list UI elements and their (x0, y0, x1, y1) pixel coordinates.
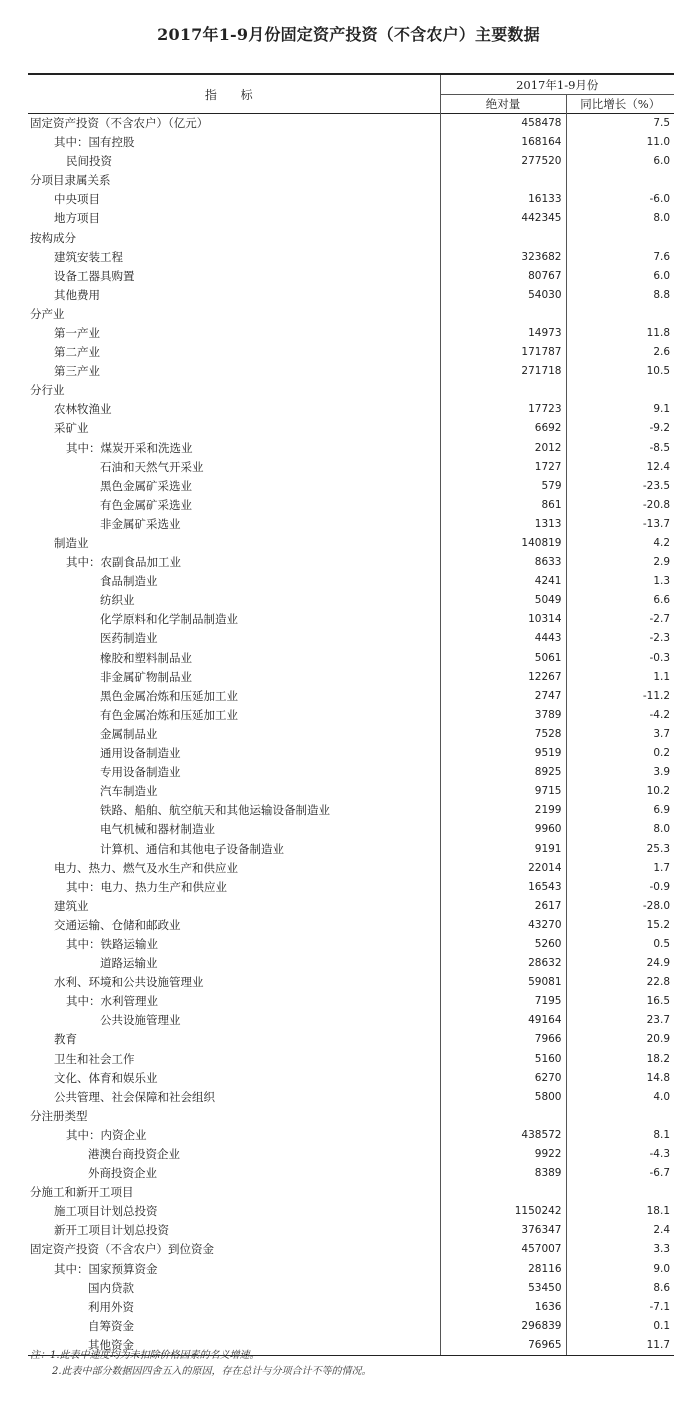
row-absolute-value: 458478 (440, 114, 566, 134)
table-row (28, 400, 674, 419)
row-growth-value: 4.0 (653, 1090, 671, 1103)
table-row (28, 458, 674, 477)
row-absolute-value: 80767 (440, 267, 566, 286)
table-row (28, 820, 674, 839)
table-row (28, 1183, 674, 1202)
row-label: 施工项目计划总投资 (28, 1202, 440, 1221)
row-absolute-value: 14973 (440, 324, 566, 343)
table-row (28, 1240, 674, 1259)
row-label: 公共设施管理业 (28, 1011, 440, 1030)
row-absolute-value (440, 305, 566, 324)
row-label: 其他费用 (28, 286, 440, 305)
footnotes (30, 1348, 372, 1380)
table-row (28, 782, 674, 801)
table-row (28, 591, 674, 610)
row-growth-value: -2.3 (649, 632, 671, 645)
row-absolute-value: 861 (440, 496, 566, 515)
row-label: 交通运输、仓储和邮政业 (28, 916, 440, 935)
row-growth-value: -0.9 (649, 880, 671, 893)
row-absolute-value: 5260 (440, 935, 566, 954)
row-label: 计算机、通信和其他电子设备制造业 (28, 839, 440, 858)
row-growth-value: 10.5 (646, 365, 671, 378)
row-growth-value: 20.9 (646, 1033, 671, 1046)
row-growth-value: 4.2 (653, 537, 671, 550)
row-absolute-value: 457007 (440, 1240, 566, 1259)
row-absolute-value: 277520 (440, 152, 566, 171)
table-row (28, 152, 674, 171)
row-absolute-value: 17723 (440, 400, 566, 419)
table-row (28, 687, 674, 706)
row-label: 化学原料和化学制品制造业 (28, 610, 440, 629)
row-label: 其他资金 (28, 1336, 440, 1356)
row-label: 建筑安装工程 (28, 248, 440, 267)
row-absolute-value: 3789 (440, 706, 566, 725)
row-label: 其中：铁路运输业 (28, 935, 440, 954)
row-growth-value: 8.8 (653, 288, 671, 301)
row-absolute-value: 296839 (440, 1317, 566, 1336)
row-label: 第三产业 (28, 362, 440, 381)
table-row (28, 1202, 674, 1221)
row-growth-value: -9.2 (649, 422, 671, 435)
row-absolute-value: 7195 (440, 992, 566, 1011)
row-label: 制造业 (28, 534, 440, 553)
row-absolute-value (440, 171, 566, 190)
row-absolute-value: 2617 (440, 897, 566, 916)
row-growth-value: 7.6 (653, 250, 671, 263)
row-label: 医药制造业 (28, 629, 440, 648)
page-title: 2017年1-9月份固定资产投资（不含农户）主要数据 (157, 25, 540, 44)
table-row (28, 859, 674, 878)
row-label: 农林牧渔业 (28, 400, 440, 419)
row-growth-value: 24.9 (646, 957, 671, 970)
table-row (28, 419, 674, 438)
row-label: 非金属矿物制品业 (28, 668, 440, 687)
row-growth-value: 10.2 (646, 785, 671, 798)
indicator-header: 指 标 (28, 74, 440, 114)
row-absolute-value: 438572 (440, 1126, 566, 1145)
row-absolute-value: 2012 (440, 439, 566, 458)
row-label: 分注册类型 (28, 1107, 440, 1126)
row-absolute-value (440, 228, 566, 247)
table-row (28, 381, 674, 400)
row-growth-value: -6.7 (649, 1167, 671, 1180)
row-label: 利用外资 (28, 1298, 440, 1317)
table-row (28, 1279, 674, 1298)
table-row (28, 801, 674, 820)
row-absolute-value: 1150242 (440, 1202, 566, 1221)
table-row (28, 477, 674, 496)
row-growth-value: 3.9 (653, 766, 671, 779)
row-label: 其中：内资企业 (28, 1126, 440, 1145)
row-label: 港澳台商投资企业 (28, 1145, 440, 1164)
row-label: 石油和天然气开采业 (28, 458, 440, 477)
absolute-header: 绝对量 (440, 95, 566, 114)
row-growth-value (566, 171, 674, 190)
row-growth-value: 0.5 (653, 937, 671, 950)
row-label: 汽车制造业 (28, 782, 440, 801)
row-growth-value: 1.1 (653, 670, 671, 683)
table-row (28, 1221, 674, 1240)
row-absolute-value: 579 (440, 477, 566, 496)
row-absolute-value: 8389 (440, 1164, 566, 1183)
row-absolute-value: 5061 (440, 649, 566, 668)
row-growth-value: 9.1 (653, 403, 671, 416)
table-row (28, 1011, 674, 1030)
table-row (28, 878, 674, 897)
table-row (28, 1088, 674, 1107)
row-absolute-value: 8925 (440, 763, 566, 782)
row-absolute-value: 1313 (440, 515, 566, 534)
table-row (28, 763, 674, 782)
row-label: 其中：电力、热力生产和供应业 (28, 878, 440, 897)
row-growth-value: 18.2 (646, 1052, 671, 1065)
table-row (28, 706, 674, 725)
row-growth-value: 9.0 (653, 1262, 671, 1275)
table-row (28, 610, 674, 629)
row-label: 民间投资 (28, 152, 440, 171)
row-label: 金属制品业 (28, 725, 440, 744)
row-label: 纺织业 (28, 591, 440, 610)
table-row (28, 209, 674, 228)
table-row (28, 668, 674, 687)
row-absolute-value: 323682 (440, 248, 566, 267)
row-label: 铁路、船舶、航空航天和其他运输设备制造业 (28, 801, 440, 820)
row-growth-value: 11.7 (566, 1336, 674, 1356)
row-label: 按构成分 (28, 228, 440, 247)
row-absolute-value: 5800 (440, 1088, 566, 1107)
row-growth-value: -4.3 (649, 1148, 671, 1161)
row-growth-value: 16.5 (646, 995, 671, 1008)
row-growth-value: 11.0 (646, 136, 671, 149)
row-absolute-value: 6270 (440, 1069, 566, 1088)
row-label: 道路运输业 (28, 954, 440, 973)
row-absolute-value: 9922 (440, 1145, 566, 1164)
row-label: 国内贷款 (28, 1279, 440, 1298)
row-absolute-value: 28116 (440, 1260, 566, 1279)
row-growth-value: 18.1 (646, 1205, 671, 1218)
row-label: 新开工项目计划总投资 (28, 1221, 440, 1240)
row-growth-value: 1.3 (653, 575, 671, 588)
table-row (28, 572, 674, 591)
row-growth-value: 2.9 (653, 556, 671, 569)
row-label: 固定资产投资（不含农户）（亿元） (28, 114, 440, 134)
row-label: 分施工和新开工项目 (28, 1183, 440, 1202)
row-growth-value: 6.6 (653, 594, 671, 607)
row-label: 电气机械和器材制造业 (28, 820, 440, 839)
row-label: 中央项目 (28, 190, 440, 209)
table-row (28, 1260, 674, 1279)
row-label: 分项目隶属关系 (28, 171, 440, 190)
table-row (28, 1126, 674, 1145)
row-growth-value: 6.0 (653, 269, 671, 282)
table-row (28, 649, 674, 668)
table-row (28, 1145, 674, 1164)
row-growth-value: 22.8 (646, 976, 671, 989)
table-row (28, 534, 674, 553)
table-row (28, 286, 674, 305)
row-growth-value: 2.6 (653, 346, 671, 359)
row-growth-value: 14.8 (646, 1071, 671, 1084)
row-label: 分产业 (28, 305, 440, 324)
table-row (28, 935, 674, 954)
row-label: 有色金属冶炼和压延加工业 (28, 706, 440, 725)
table-row (28, 343, 674, 362)
row-label: 采矿业 (28, 419, 440, 438)
row-label: 建筑业 (28, 897, 440, 916)
row-label: 其中：国有控股 (28, 133, 440, 152)
row-absolute-value: 9960 (440, 820, 566, 839)
table-row (28, 439, 674, 458)
row-growth-value: 11.8 (646, 326, 671, 339)
table-row (28, 897, 674, 916)
row-absolute-value: 140819 (440, 534, 566, 553)
row-growth-value (566, 228, 674, 247)
row-label: 分行业 (28, 381, 440, 400)
table-row (28, 1050, 674, 1069)
row-label: 专用设备制造业 (28, 763, 440, 782)
row-growth-value: 15.2 (646, 918, 671, 931)
row-growth-value: -23.5 (642, 479, 671, 492)
row-label: 其中：煤炭开采和洗选业 (28, 439, 440, 458)
row-label: 卫生和社会工作 (28, 1050, 440, 1069)
row-label: 地方项目 (28, 209, 440, 228)
row-growth-value: 8.0 (653, 212, 671, 225)
table-row (28, 190, 674, 209)
row-growth-value: -28.0 (642, 899, 671, 912)
row-absolute-value: 9191 (440, 839, 566, 858)
row-absolute-value: 376347 (440, 1221, 566, 1240)
row-label: 通用设备制造业 (28, 744, 440, 763)
row-absolute-value: 5049 (440, 591, 566, 610)
row-growth-value: 8.6 (653, 1281, 671, 1294)
row-growth-value: -7.1 (649, 1300, 671, 1313)
row-growth-value (566, 1183, 674, 1202)
row-growth-value: -2.7 (649, 613, 671, 626)
row-absolute-value: 4241 (440, 572, 566, 591)
row-growth-value: 3.7 (653, 727, 671, 740)
table-row (28, 1317, 674, 1336)
row-growth-value: 12.4 (646, 460, 671, 473)
row-growth-value: -6.0 (649, 193, 671, 206)
row-growth-value: 1.7 (653, 861, 671, 874)
table-row (28, 171, 674, 190)
row-growth-value: 8.1 (653, 1128, 671, 1141)
row-growth-value: 8.0 (653, 823, 671, 836)
footnote-2: 2.此表中部分数据因四舍五入的原因，存在总计与分项合计不等的情况。 (52, 1366, 372, 1377)
row-label: 橡胶和塑料制品业 (28, 649, 440, 668)
table-row (28, 324, 674, 343)
table-row (28, 362, 674, 381)
row-label: 第一产业 (28, 324, 440, 343)
row-label: 水利、环境和公共设施管理业 (28, 973, 440, 992)
row-absolute-value: 271718 (440, 362, 566, 381)
row-absolute-value: 442345 (440, 209, 566, 228)
row-growth-value (566, 305, 674, 324)
row-growth-value (566, 381, 674, 400)
table-row (28, 515, 674, 534)
footnote-1: 注：1.此表中速度均为未扣除价格因素的名义增速。 (30, 1350, 260, 1361)
row-growth-value: 2.4 (653, 1224, 671, 1237)
row-absolute-value (440, 1183, 566, 1202)
row-absolute-value: 6692 (440, 419, 566, 438)
table-row (28, 553, 674, 572)
table-row (28, 305, 674, 324)
row-absolute-value: 8633 (440, 553, 566, 572)
row-absolute-value: 1727 (440, 458, 566, 477)
row-growth-value: 7.5 (653, 117, 671, 129)
table-row (28, 629, 674, 648)
table-row (28, 992, 674, 1011)
row-absolute-value: 171787 (440, 343, 566, 362)
row-absolute-value: 1636 (440, 1298, 566, 1317)
row-absolute-value: 28632 (440, 954, 566, 973)
row-absolute-value: 16133 (440, 190, 566, 209)
table-row (28, 954, 674, 973)
table-row (28, 1030, 674, 1049)
row-label: 设备工器具购置 (28, 267, 440, 286)
table-row (28, 267, 674, 286)
row-growth-value: 25.3 (646, 842, 671, 855)
row-absolute-value: 49164 (440, 1011, 566, 1030)
table-body (28, 114, 674, 1356)
row-absolute-value (440, 1107, 566, 1126)
row-growth-value: -13.7 (642, 517, 671, 530)
row-absolute-value (440, 381, 566, 400)
row-growth-value: -11.2 (642, 689, 671, 702)
row-absolute-value: 43270 (440, 916, 566, 935)
row-growth-value: -8.5 (649, 441, 671, 454)
row-absolute-value: 2747 (440, 687, 566, 706)
table-row (28, 916, 674, 935)
table-header (28, 74, 674, 114)
row-absolute-value: 10314 (440, 610, 566, 629)
row-growth-value: 0.2 (653, 747, 671, 760)
row-absolute-value: 4443 (440, 629, 566, 648)
row-label: 第二产业 (28, 343, 440, 362)
table-row (28, 973, 674, 992)
table-row (28, 114, 674, 134)
table-row (28, 133, 674, 152)
row-label: 其中：国家预算资金 (28, 1260, 440, 1279)
data-table (28, 73, 674, 1356)
row-label: 食品制造业 (28, 572, 440, 591)
row-label: 自筹资金 (28, 1317, 440, 1336)
row-absolute-value: 9519 (440, 744, 566, 763)
row-label: 电力、热力、燃气及水生产和供应业 (28, 859, 440, 878)
table-row (28, 725, 674, 744)
row-absolute-value: 59081 (440, 973, 566, 992)
row-growth-value: 23.7 (646, 1014, 671, 1027)
row-absolute-value: 22014 (440, 859, 566, 878)
row-label: 文化、体育和娱乐业 (28, 1069, 440, 1088)
row-label: 黑色金属冶炼和压延加工业 (28, 687, 440, 706)
period-header: 2017年1-9月份 (440, 74, 674, 95)
row-absolute-value: 168164 (440, 133, 566, 152)
row-growth-value: 3.3 (653, 1243, 671, 1256)
table-row (28, 1298, 674, 1317)
row-growth-value: 0.1 (653, 1319, 671, 1332)
row-absolute-value: 12267 (440, 668, 566, 687)
row-absolute-value: 2199 (440, 801, 566, 820)
row-label: 外商投资企业 (28, 1164, 440, 1183)
row-growth-value (566, 1107, 674, 1126)
row-growth-value: -20.8 (642, 498, 671, 511)
row-growth-value: -0.3 (649, 651, 671, 664)
row-growth-value: -4.2 (649, 708, 671, 721)
row-label: 非金属矿采选业 (28, 515, 440, 534)
row-absolute-value: 54030 (440, 286, 566, 305)
table-row (28, 228, 674, 247)
row-absolute-value: 7528 (440, 725, 566, 744)
table-row (28, 248, 674, 267)
row-label: 黑色金属矿采选业 (28, 477, 440, 496)
row-absolute-value: 16543 (440, 878, 566, 897)
row-absolute-value: 53450 (440, 1279, 566, 1298)
row-label: 教育 (28, 1030, 440, 1049)
table-row (28, 496, 674, 515)
row-label: 其中：水利管理业 (28, 992, 440, 1011)
row-absolute-value: 9715 (440, 782, 566, 801)
row-absolute-value: 76965 (440, 1336, 566, 1356)
row-growth-value: 6.9 (653, 804, 671, 817)
table-row (28, 839, 674, 858)
table-row (28, 1069, 674, 1088)
table-row (28, 744, 674, 763)
row-absolute-value: 5160 (440, 1050, 566, 1069)
row-label: 有色金属矿采选业 (28, 496, 440, 515)
row-label: 其中：农副食品加工业 (28, 553, 440, 572)
row-label: 公共管理、社会保障和社会组织 (28, 1088, 440, 1107)
row-label: 固定资产投资（不含农户）到位资金 (28, 1240, 440, 1259)
row-growth-value: 6.0 (653, 155, 671, 168)
table-row (28, 1107, 674, 1126)
row-absolute-value: 7966 (440, 1030, 566, 1049)
table-row (28, 1164, 674, 1183)
growth-header: 同比增长（%） (580, 97, 661, 111)
